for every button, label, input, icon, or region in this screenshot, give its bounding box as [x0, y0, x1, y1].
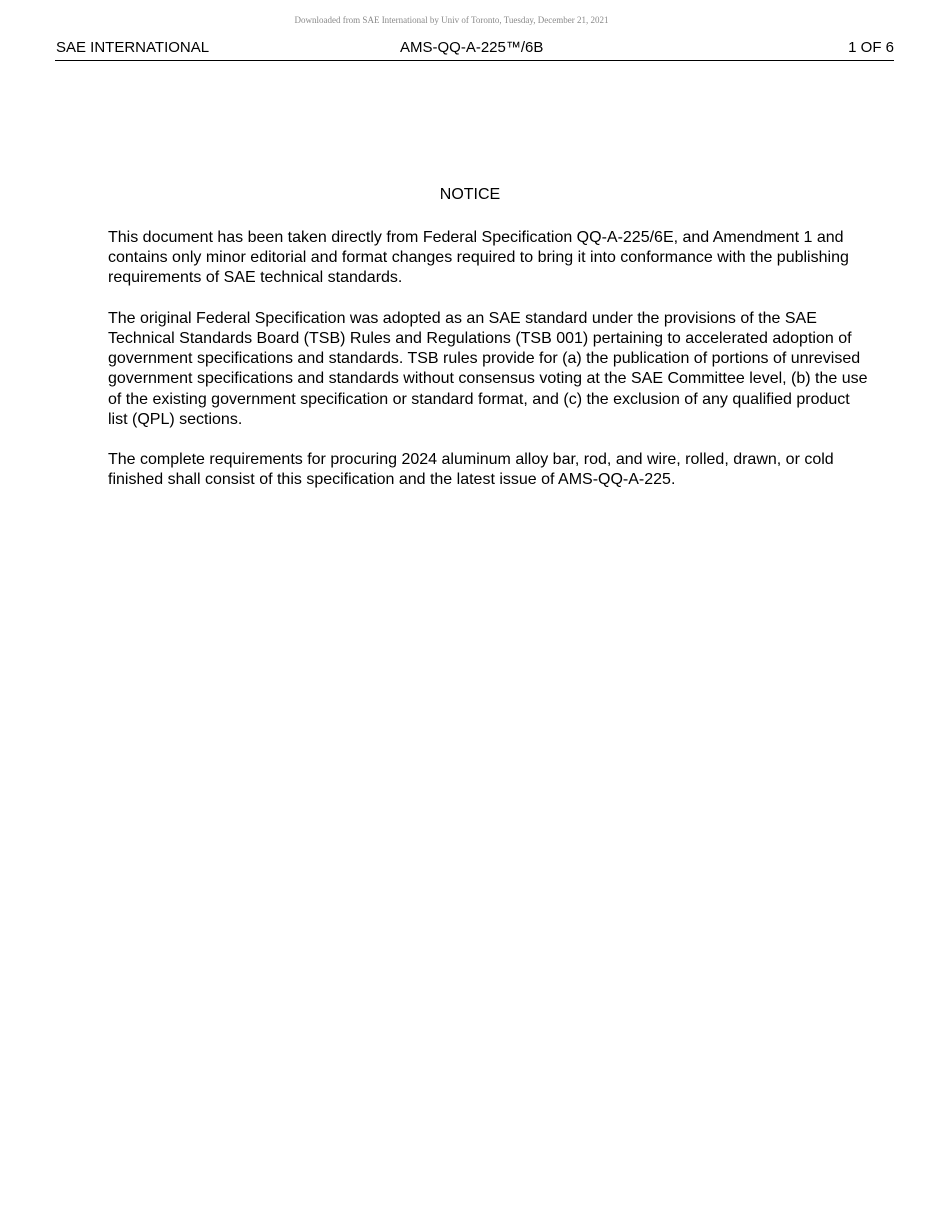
- notice-title: NOTICE: [439, 186, 501, 203]
- notice-paragraph: The original Federal Specification was adopted as an SAE standard under the provisions of the SAE Technical Standards Board (TSB) Rules and Regulations (TSB 001) pertaining to accelerated adoption of government specifications and standards. TSB rules provide for (a) the publication of portions of unrevised government specifications and standards without consensus voting at the SAE Committee level, (b) the use of the existing government specification or standard format, and (c) the exclusion of any qualified product list (QPL) sections.: [108, 309, 868, 428]
- document-id: AMS-QQ-A-225™/6B: [400, 39, 544, 56]
- notice-body: [108, 228, 868, 511]
- page-number: 1 OF 6: [848, 39, 894, 56]
- notice-paragraph: This document has been taken directly from Federal Specification QQ-A-225/6E, and Amendment 1 and contains only minor editorial and format changes required to bring it into conformance with the publishing requirements of SAE technical standards.: [108, 229, 849, 287]
- page-header: [55, 38, 894, 61]
- download-watermark: Downloaded from SAE International by Univ of Toronto, Tuesday, December 21, 2021: [294, 15, 609, 25]
- notice-paragraph: The complete requirements for procuring 2024 aluminum alloy bar, rod, and wire, rolled, drawn, or cold finished shall consist of this specification and the latest issue of AMS-QQ-A-225.: [108, 451, 834, 489]
- publisher-name: SAE INTERNATIONAL: [56, 39, 210, 56]
